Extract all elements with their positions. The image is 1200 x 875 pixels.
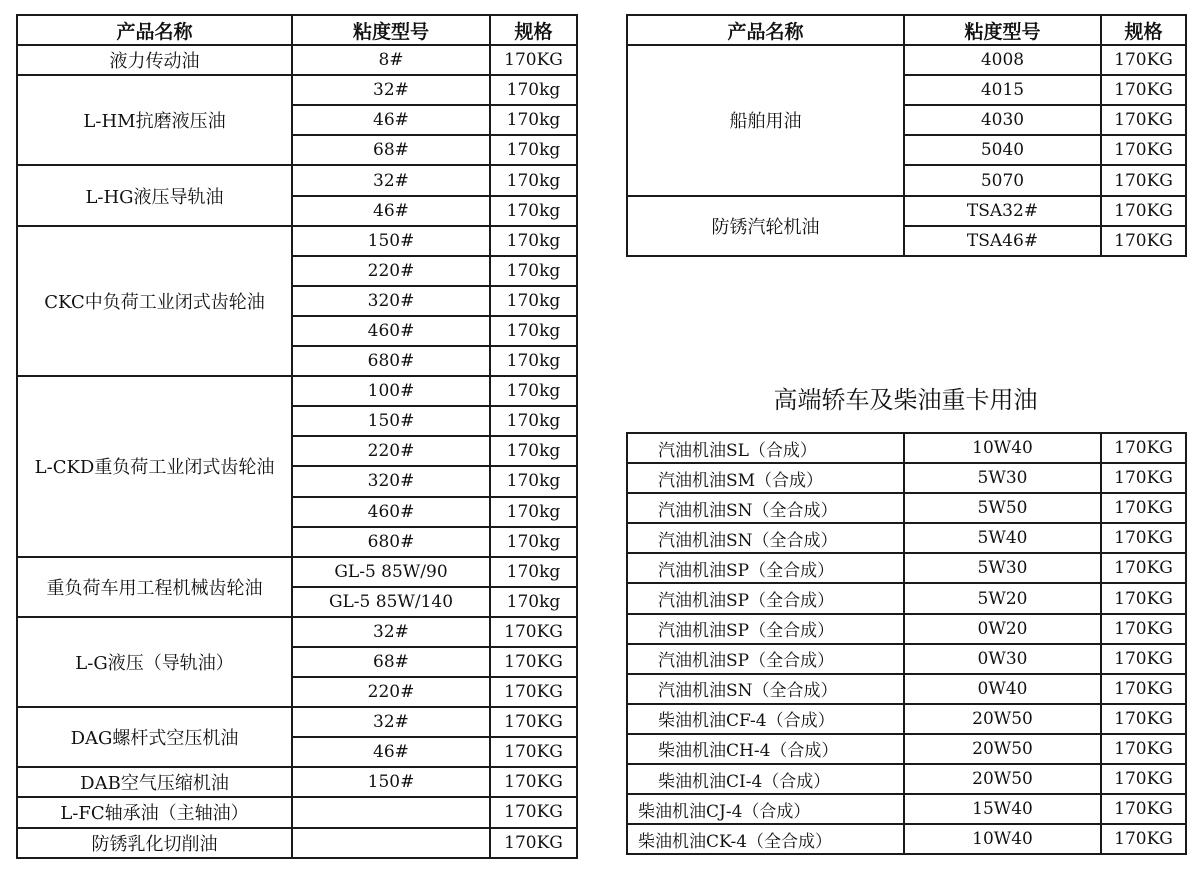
viscosity-grade-cell: 32# <box>292 707 490 737</box>
spec-cell: 170KG <box>1101 704 1186 734</box>
viscosity-grade-cell: 32# <box>292 75 490 105</box>
spec-cell: 170KG <box>1101 463 1186 493</box>
header-row <box>627 15 1186 45</box>
product-name-cell: DAG螺杆式空压机油 <box>17 707 292 767</box>
table-row <box>17 767 577 797</box>
spec-cell: 170kg <box>490 527 577 557</box>
spec-cell: 170KG <box>490 647 577 677</box>
section-title: 高端轿车及柴油重卡用油 <box>773 386 1038 414</box>
spec-cell: 170KG <box>1101 764 1186 794</box>
viscosity-grade-cell: 32# <box>292 617 490 647</box>
viscosity-grade-cell: 15W40 <box>904 794 1101 824</box>
spec-cell: 170KG <box>490 767 577 797</box>
spec-cell: 170KG <box>1101 824 1186 854</box>
viscosity-grade-cell: 5W30 <box>904 553 1101 583</box>
left-product-table <box>16 14 578 859</box>
viscosity-grade-cell: 10W40 <box>904 824 1101 854</box>
table-row <box>17 376 577 406</box>
product-name-cell: 柴油机油CJ-4（合成） <box>627 794 904 824</box>
viscosity-grade-cell: 150# <box>292 767 490 797</box>
product-name-cell: L-HG液压导轨油 <box>17 165 292 225</box>
viscosity-grade-cell: 20W50 <box>904 704 1101 734</box>
spec-cell: 170kg <box>490 557 577 587</box>
product-name-cell: 汽油机油SM（合成） <box>627 463 904 493</box>
viscosity-grade-cell: 0W20 <box>904 614 1101 644</box>
spec-cell: 170KG <box>1101 196 1186 226</box>
table-row <box>17 617 577 647</box>
spec-cell: 170KG <box>1101 226 1186 256</box>
header-viscosity-grade: 粘度型号 <box>904 15 1101 45</box>
viscosity-grade-cell: 0W30 <box>904 644 1101 674</box>
viscosity-grade-cell: 46# <box>292 196 490 226</box>
viscosity-grade-cell: 5070 <box>904 165 1101 195</box>
viscosity-grade-cell: 68# <box>292 135 490 165</box>
table-row <box>17 797 577 827</box>
viscosity-grade-cell: 20W50 <box>904 734 1101 764</box>
table-row <box>627 764 1186 794</box>
product-name-cell: L-CKD重负荷工业闭式齿轮油 <box>17 376 292 557</box>
viscosity-grade-cell: 46# <box>292 105 490 135</box>
viscosity-grade-cell: 0W40 <box>904 674 1101 704</box>
spec-cell: 170KG <box>490 707 577 737</box>
header-product-name: 产品名称 <box>17 15 292 45</box>
viscosity-grade-cell: 220# <box>292 256 490 286</box>
header-spec: 规格 <box>490 15 577 45</box>
spec-cell: 170kg <box>490 406 577 436</box>
spec-cell: 170KG <box>490 828 577 858</box>
spec-cell: 170KG <box>1101 614 1186 644</box>
table-row <box>627 553 1186 583</box>
spec-cell: 170KG <box>1101 75 1186 105</box>
product-name-cell: L-HM抗磨液压油 <box>17 75 292 165</box>
table-row <box>17 828 577 858</box>
viscosity-grade-cell: 680# <box>292 527 490 557</box>
viscosity-grade-cell: 10W40 <box>904 433 1101 463</box>
spec-cell: 170kg <box>490 286 577 316</box>
header-viscosity-grade: 粘度型号 <box>292 15 490 45</box>
table-row <box>627 794 1186 824</box>
product-name-cell: 汽油机油SP（全合成） <box>627 614 904 644</box>
viscosity-grade-cell: 150# <box>292 226 490 256</box>
viscosity-grade-cell: TSA32# <box>904 196 1101 226</box>
spec-cell: 170KG <box>1101 523 1186 553</box>
product-name-cell: 船舶用油 <box>627 45 904 195</box>
spec-cell: 170kg <box>490 256 577 286</box>
spec-cell: 170KG <box>1101 45 1186 75</box>
viscosity-grade-cell: 5040 <box>904 135 1101 165</box>
product-name-cell: L-FC轴承油（主轴油） <box>17 797 292 827</box>
table-row <box>627 523 1186 553</box>
spec-cell: 170KG <box>490 677 577 707</box>
table-row <box>627 493 1186 523</box>
product-name-cell: 汽油机油SL（合成） <box>627 433 904 463</box>
viscosity-grade-cell: 5W20 <box>904 583 1101 613</box>
viscosity-grade-cell: 100# <box>292 376 490 406</box>
viscosity-grade-cell: 20W50 <box>904 764 1101 794</box>
viscosity-grade-cell: 5W40 <box>904 523 1101 553</box>
viscosity-grade-cell: 4008 <box>904 45 1101 75</box>
table-row <box>627 644 1186 674</box>
table-row <box>627 196 1186 226</box>
product-name-cell: 柴油机油CI-4（合成） <box>627 764 904 794</box>
viscosity-grade-cell: 220# <box>292 436 490 466</box>
spec-cell: 170kg <box>490 165 577 195</box>
spec-cell: 170KG <box>490 797 577 827</box>
spec-cell: 170KG <box>1101 165 1186 195</box>
header-spec: 规格 <box>1101 15 1186 45</box>
product-name-cell: 重负荷车用工程机械齿轮油 <box>17 557 292 617</box>
spec-cell: 170KG <box>1101 433 1186 463</box>
table-row <box>17 75 577 105</box>
table-row <box>627 704 1186 734</box>
product-name-cell: 液力传动油 <box>17 45 292 75</box>
viscosity-grade-cell: 32# <box>292 165 490 195</box>
product-name-cell: 汽油机油SP（全合成） <box>627 583 904 613</box>
header-product-name: 产品名称 <box>627 15 904 45</box>
product-name-cell: 柴油机油CH-4（合成） <box>627 734 904 764</box>
spec-cell: 170KG <box>1101 674 1186 704</box>
viscosity-grade-cell: 46# <box>292 737 490 767</box>
viscosity-grade-cell <box>292 797 490 827</box>
viscosity-grade-cell: 680# <box>292 346 490 376</box>
right-product-table <box>626 14 1187 257</box>
table-row <box>627 614 1186 644</box>
viscosity-grade-cell: 8# <box>292 45 490 75</box>
viscosity-grade-cell: 4015 <box>904 75 1101 105</box>
spec-cell: 170kg <box>490 316 577 346</box>
product-name-cell: 汽油机油SN（全合成） <box>627 674 904 704</box>
viscosity-grade-cell: 4030 <box>904 105 1101 135</box>
product-name-cell: 汽油机油SP（全合成） <box>627 644 904 674</box>
spec-cell: 170KG <box>1101 583 1186 613</box>
viscosity-grade-cell: GL-5 85W/90 <box>292 557 490 587</box>
spec-cell: 170kg <box>490 196 577 226</box>
product-name-cell: 柴油机油CF-4（合成） <box>627 704 904 734</box>
viscosity-grade-cell: 460# <box>292 497 490 527</box>
table-row <box>627 45 1186 75</box>
spec-cell: 170kg <box>490 466 577 496</box>
spec-cell: 170kg <box>490 226 577 256</box>
spec-cell: 170kg <box>490 135 577 165</box>
table-row <box>627 824 1186 854</box>
table-row <box>627 433 1186 463</box>
header-row <box>17 15 577 45</box>
table-row <box>17 165 577 195</box>
viscosity-grade-cell: 460# <box>292 316 490 346</box>
product-name-cell: 柴油机油CK-4（全合成） <box>627 824 904 854</box>
table-row <box>17 557 577 587</box>
table-row <box>627 583 1186 613</box>
viscosity-grade-cell: GL-5 85W/140 <box>292 587 490 617</box>
spec-cell: 170kg <box>490 346 577 376</box>
spec-cell: 170KG <box>490 617 577 647</box>
spec-cell: 170kg <box>490 75 577 105</box>
spec-cell: 170kg <box>490 497 577 527</box>
spec-cell: 170kg <box>490 587 577 617</box>
spec-cell: 170KG <box>1101 105 1186 135</box>
viscosity-grade-cell: 220# <box>292 677 490 707</box>
spec-cell: 170kg <box>490 436 577 466</box>
table-row <box>627 734 1186 764</box>
viscosity-grade-cell: TSA46# <box>904 226 1101 256</box>
product-name-cell: 汽油机油SN（全合成） <box>627 523 904 553</box>
spec-cell: 170KG <box>490 45 577 75</box>
car-truck-oil-table <box>626 432 1187 855</box>
spec-cell: 170KG <box>1101 794 1186 824</box>
product-name-cell: 汽油机油SP（全合成） <box>627 553 904 583</box>
viscosity-grade-cell: 150# <box>292 406 490 436</box>
product-name-cell: CKC中负荷工业闭式齿轮油 <box>17 226 292 376</box>
spec-cell: 170kg <box>490 105 577 135</box>
spec-cell: 170KG <box>1101 493 1186 523</box>
spec-cell: 170KG <box>1101 734 1186 764</box>
table-row <box>17 226 577 256</box>
product-name-cell: DAB空气压缩机油 <box>17 767 292 797</box>
product-name-cell: 防锈汽轮机油 <box>627 196 904 256</box>
spec-cell: 170kg <box>490 376 577 406</box>
spec-cell: 170KG <box>1101 553 1186 583</box>
table-row <box>17 707 577 737</box>
table-row <box>627 463 1186 493</box>
spec-cell: 170KG <box>1101 644 1186 674</box>
viscosity-grade-cell: 5W50 <box>904 493 1101 523</box>
product-name-cell: 防锈乳化切削油 <box>17 828 292 858</box>
viscosity-grade-cell: 320# <box>292 286 490 316</box>
viscosity-grade-cell: 68# <box>292 647 490 677</box>
viscosity-grade-cell: 5W30 <box>904 463 1101 493</box>
table-row <box>17 45 577 75</box>
product-name-cell: L-G液压（导轨油） <box>17 617 292 707</box>
viscosity-grade-cell: 320# <box>292 466 490 496</box>
viscosity-grade-cell <box>292 828 490 858</box>
spec-cell: 170KG <box>490 737 577 767</box>
product-name-cell: 汽油机油SN（全合成） <box>627 493 904 523</box>
table-row <box>627 674 1186 704</box>
spec-cell: 170KG <box>1101 135 1186 165</box>
